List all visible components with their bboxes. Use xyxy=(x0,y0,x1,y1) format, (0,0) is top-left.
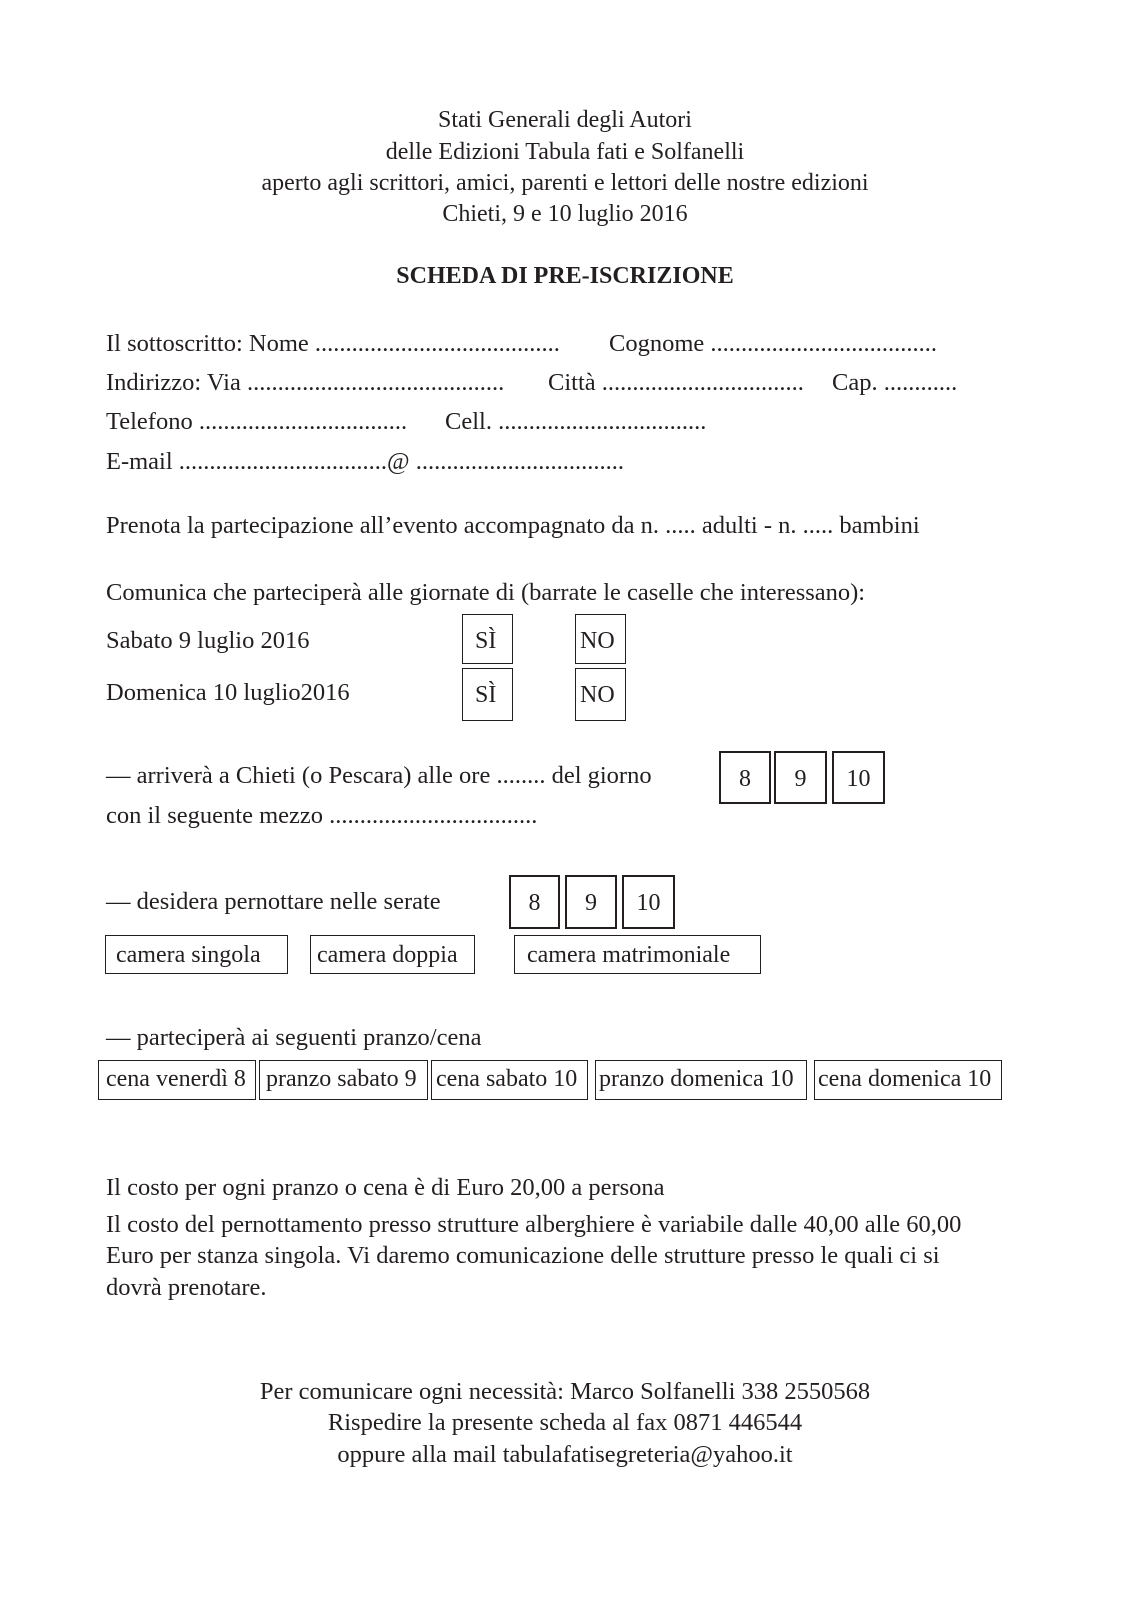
meal-option-saturday-dinner[interactable]: cena sabato 10 xyxy=(431,1060,588,1100)
meal-option-friday-dinner[interactable]: cena venerdì 8 xyxy=(98,1060,256,1100)
overnight-label: — desidera pernottare nelle serate xyxy=(106,888,441,915)
meals-label: — parteciperà ai seguenti pranzo/cena xyxy=(106,1024,482,1051)
hotel-cost-line-2: Euro per stanza singola. Vi daremo comunicazione delle strutture presso le quali ci si xyxy=(106,1242,940,1269)
arrival-day-9-checkbox[interactable]: 9 xyxy=(774,751,827,804)
room-double-option[interactable]: camera doppia xyxy=(310,935,475,974)
contact-line-1: Per comunicare ogni necessità: Marco Solfanelli 338 2550568 xyxy=(259,1378,871,1405)
sunday-yes-checkbox[interactable]: SÌ xyxy=(462,668,513,721)
transport-line[interactable]: con il seguente mezzo .................................. xyxy=(106,802,538,829)
header-line-4: Chieti, 9 e 10 luglio 2016 xyxy=(442,201,688,227)
address-field[interactable]: Indirizzo: Via .......................................... xyxy=(106,369,505,396)
mobile-field[interactable]: Cell. .................................. xyxy=(445,408,707,435)
cap-field[interactable]: Cap. ............ xyxy=(832,369,958,396)
arrival-day-8-checkbox[interactable]: 8 xyxy=(719,751,771,804)
overnight-day-8-checkbox[interactable]: 8 xyxy=(509,875,560,929)
day-sunday-label: Domenica 10 luglio2016 xyxy=(106,679,350,706)
hotel-cost-line-3: dovrà prenotare. xyxy=(106,1274,267,1301)
day-saturday-label: Sabato 9 luglio 2016 xyxy=(106,627,310,654)
surname-field[interactable]: Cognome ..................................... xyxy=(609,330,938,357)
phone-field[interactable]: Telefono .................................. xyxy=(106,408,408,435)
contact-line-2: Rispedire la presente scheda al fax 0871 446544 xyxy=(327,1409,803,1436)
saturday-yes-checkbox[interactable]: SÌ xyxy=(462,614,513,664)
attendance-intro: Comunica che parteciperà alle giornate di (barrate le caselle che interessano): xyxy=(106,579,866,606)
sunday-no-checkbox[interactable]: NO xyxy=(575,668,626,721)
arrival-day-10-checkbox[interactable]: 10 xyxy=(832,751,885,804)
overnight-day-9-checkbox[interactable]: 9 xyxy=(565,875,617,929)
form-title: SCHEDA DI PRE-ISCRIZIONE xyxy=(396,263,734,289)
meal-cost-text: Il costo per ogni pranzo o cena è di Euro 20,00 a persona xyxy=(106,1174,665,1201)
room-matrimonial-option[interactable]: camera matrimoniale xyxy=(514,935,761,974)
header-line-1: Stati Generali degli Autori xyxy=(438,107,692,133)
meal-option-saturday-lunch[interactable]: pranzo sabato 9 xyxy=(259,1060,428,1100)
city-field[interactable]: Città ................................. xyxy=(548,369,804,396)
meal-option-sunday-lunch[interactable]: pranzo domenica 10 xyxy=(595,1060,807,1100)
meal-option-sunday-dinner[interactable]: cena domenica 10 xyxy=(814,1060,1002,1100)
booking-line[interactable]: Prenota la partecipazione all’evento accompagnato da n. ..... adulti - n. ..... bambini xyxy=(106,512,920,539)
name-field[interactable]: Il sottoscritto: Nome ........................................ xyxy=(106,330,560,357)
contact-line-3: oppure alla mail tabulafatisegreteria@yahoo.it xyxy=(337,1441,793,1468)
header-line-3: aperto agli scrittori, amici, parenti e lettori delle nostre edizioni xyxy=(261,170,869,196)
header-line-2: delle Edizioni Tabula fati e Solfanelli xyxy=(385,139,745,165)
room-single-option[interactable]: camera singola xyxy=(105,935,288,974)
hotel-cost-line-1: Il costo del pernottamento presso strutture alberghiere è variabile dalle 40,00 alle 60,00 xyxy=(106,1211,962,1238)
arrival-line[interactable]: — arriverà a Chieti (o Pescara) alle ore ........ del giorno xyxy=(106,762,652,789)
saturday-no-checkbox[interactable]: NO xyxy=(575,614,626,664)
email-field[interactable]: E-mail ..................................@ .................................. xyxy=(106,448,624,475)
overnight-day-10-checkbox[interactable]: 10 xyxy=(622,875,675,929)
